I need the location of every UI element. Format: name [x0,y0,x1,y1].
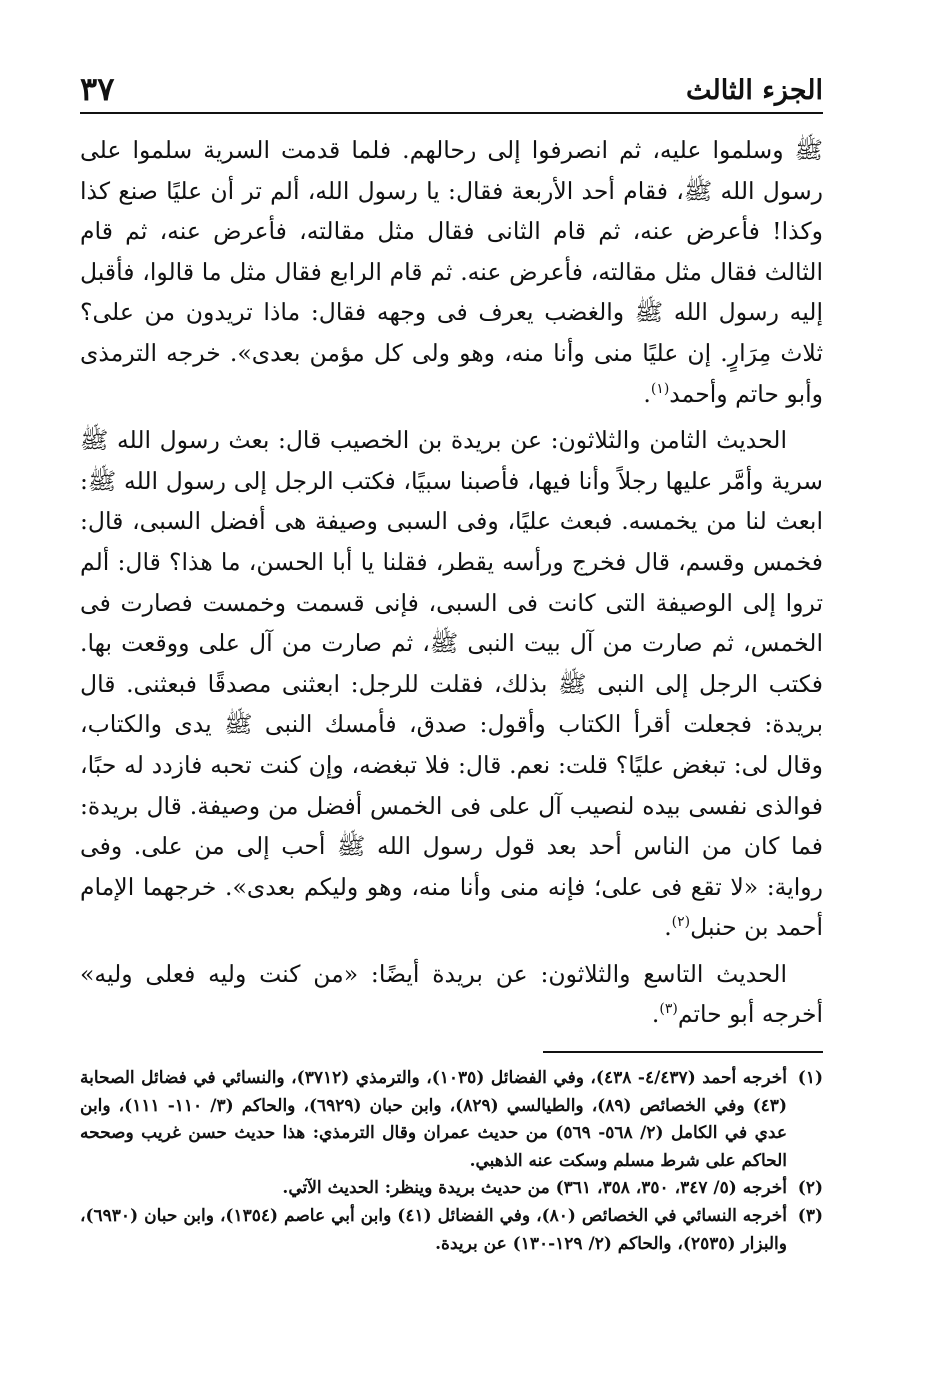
footnote-text: أخرجه (٥/ ٣٤٧، ٣٥٠، ٣٥٨، ٣٦١) من حديث بريدة وينظر: الحديث الآتي. [282,1178,787,1199]
paragraph-end: . [651,1000,660,1029]
footnote-reference: (١) [650,380,670,397]
footnote-reference: (٣) [659,1001,678,1018]
footnote-number: (٣) [797,1205,823,1226]
main-text [80,130,823,1035]
footnote-number: (١) [797,1068,823,1088]
running-title: الجزء الثالث [686,75,823,106]
footnote-text: أخرجه النسائي في الخصائص (٨٠)، وفي الفضائل (٤١) وابن أبي عاصم (١٣٥٤)، وابن حبان (٦٩٣٠)، والبزار (٢٥٣٥)، والحاكم (٢/ ١٢٩-١٣٠) عن بريدة. [80,1205,788,1254]
paragraph-end: . [643,379,651,408]
hadith-38-paragraph [80,420,823,948]
footnote-text: أخرجه أحمد (٤/٤٣٧- ٤٣٨)، وفي الفضائل (١٠٣٥)، والترمذي (٣٧١٢)، والنسائي في فضائل الصحابة (٤٣) وفي الخصائص (٨٩)، والطيالسي (٨٢٩)، وابن حبان (٦٩٢٩)، والحاكم (٣/ ١١٠- ١١١)، وابن عدي في الكامل (٢/ ٥٦٨- ٥٦٩) من حديث عمران وقال الترمذي: هذا حديث حسن غريب وصححه الحاكم على شرط مسلم وسكت عنه الذهبي. [80,1068,787,1171]
footnote-1 [80,1065,823,1175]
footnote-number: (٢) [797,1178,823,1199]
footnote-2 [80,1175,823,1203]
paragraph-text: الحديث الثامن والثلاثون: عن بريدة بن الخصيب قال: بعث رسول الله ﷺ سرية وأمَّر عليها رجلاً وأنا فيها، فأصبنا سبيًا، فكتب الرجل إلى رسول الله ﷺ: ابعث لنا من يخمسه. فبعث عليًا، وفى السبى وصيفة هى أفضل السبى، قال: فخمس وقسم، قال فخرج ورأسه يقطر، فقلنا يا أبا الحسن، ما هذا؟ قال: ألم تروا إلى الوصيفة التى كانت فى السبى، فإنى قسمت وخمست فصارت فى الخمس، ثم صارت من آل بيت النبى ﷺ، ثم صارت من آل على ووقعت بها. فكتب الرجل إلى النبى ﷺ بذلك، فقلت للرجل: ابعثنى مصدقًا فبعثنى. قال بريدة: فجعلت أقرأ الكتاب وأقول: صدق، فأمسك النبى ﷺ يدى والكتاب، وقال لى: تبغض عليًا؟ قلت: نعم. قال: فلا تبغضه، وإن كنت تحبه فازدد له حبًا، فوالذى نفسى بيده لنصيب آل على فى الخمس أفضل من وصيفة. قال بريدة: فما كان من الناس أحد بعد قول رسول الله ﷺ أحب إلى من على. وفى رواية: «لا تقع فى على؛ فإنه منى وأنا منه، وهو وليكم بعدى». خرجهما الإمام أحمد بن حنبل [80,426,823,942]
footnote-separator [543,1051,823,1053]
footnote-reference: (٢) [671,914,691,931]
paragraph-continuation [80,130,823,414]
paragraph-end: . [664,913,672,942]
paragraph-text: ﷺ وسلموا عليه، ثم انصرفوا إلى رحالهم. فلما قدمت السرية سلموا على رسول الله ﷺ، فقام أحد الأربعة فقال: يا رسول الله، ألم تر أن عليًا صنع كذا وكذا! فأعرض عنه، ثم قام الثانى فقال مثل مقالته، فأعرض عنه، ثم قام الثالث فقال مثل مقالته، فأعرض عنه. ثم قام الرابع فقال مثل ما قالوا، فأقبل إليه رسول الله ﷺ والغضب يعرف فى وجهه فقال: ماذا تريدون من على؟ ثلاث مِرَارٍ. إن عليًا منى وأنا منه، وهو ولى كل مؤمن بعدى». خرجه الترمذى وأبو حاتم وأحمد [80,136,823,408]
paragraph-text: الحديث التاسع والثلاثون: عن بريدة أيضًا: «من كنت وليه فعلى وليه» أخرجه أبو حاتم [80,959,823,1029]
hadith-39-paragraph [80,954,823,1035]
footnote-3 [80,1203,823,1258]
footnotes-section [80,1065,823,1258]
page-header [80,60,823,114]
page-number: ٣٧ [80,70,115,108]
